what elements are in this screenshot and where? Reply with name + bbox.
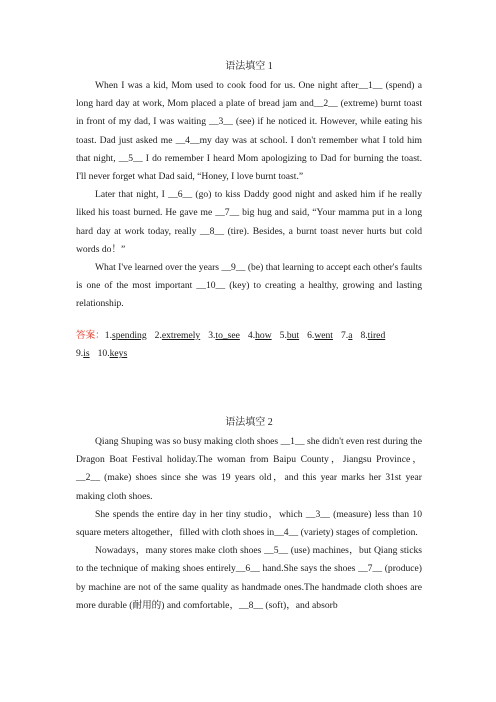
paragraph: She spends the entire day in her tiny studio，which __3__ (measure) less than 10 square meters altogether，filled with cloth shoes in__4__ (variety) stages of completion. [76, 508, 422, 539]
answer-item: 8.tired [360, 329, 386, 341]
answer-key [76, 327, 422, 363]
answer-item: 2.extremely [154, 329, 201, 341]
answer-item: 1.spending [104, 329, 147, 341]
paragraph: What I've learned over the years __9__ (be) that learning to accept each other's faults is one of the most important __10__ (key) to creating a healthy, growing and lasting relationship. [76, 262, 422, 310]
paragraph: When I was a kid, Mom used to cook food for us. One night after__1__ (spend) a long hard day at work, Mom placed a plate of bread jam and__2__ (extreme) burnt toast in front of my dad, I was waiting __3__ (see) if he noticed it. However, while eating his toast. Dad just asked me __4__my day was at school. I don't remember what I told him that night, __5__ I do remember I heard Mom apologizing to Dad for burning the toast. I'll never forget what Dad said, “Honey, I love burnt toast.” [76, 80, 422, 183]
paragraph: Qiang Shuping was so busy making cloth shoes __1__ she didn't even rest during the Dragon Boat Festival holiday.The woman from Baipu County，Jiangsu Province，__2__ (make) shoes since she was 19 years old，and this year marks her 31st year making cloth shoes. [76, 436, 422, 502]
exercise-section-1 [76, 60, 422, 363]
document-page [76, 60, 422, 615]
answer-item: 7.a [340, 329, 353, 341]
answer-item: 6.went [307, 329, 333, 341]
paragraph: Later that night, I __6__ (go) to kiss Daddy good night and asked him if he really liked his toast burned. He gave me __7__ big hug and said, “Your mamma put in a long hard day at work today, really __8__ (tire). Besides, a burnt toast never hurts but cold words do！” [76, 189, 422, 255]
exercise-section-2 [76, 416, 422, 615]
section-title: 语法填空 2 [225, 417, 273, 429]
answer-item: 10.keys [97, 347, 128, 359]
section-title: 语法填空 1 [225, 61, 273, 72]
answer-item: 4.how [247, 329, 272, 341]
answer-item: 5.but [279, 329, 300, 341]
paragraph: Nowadays，many stores make cloth shoes __5__ (use) machines，but Qiang sticks to the technique of making shoes entirely__6__ hand.She says the shoes __7__ (produce) by machine are not of the same quality as handmade ones.The handmade cloth shoes are more durable (耐用的) and comfortable，__8__ (soft)，and absorb [76, 545, 422, 611]
answer-item: 9.is [76, 347, 90, 359]
answer-item: 3.to_see [208, 329, 240, 341]
answer-label: 答案： [76, 329, 105, 341]
